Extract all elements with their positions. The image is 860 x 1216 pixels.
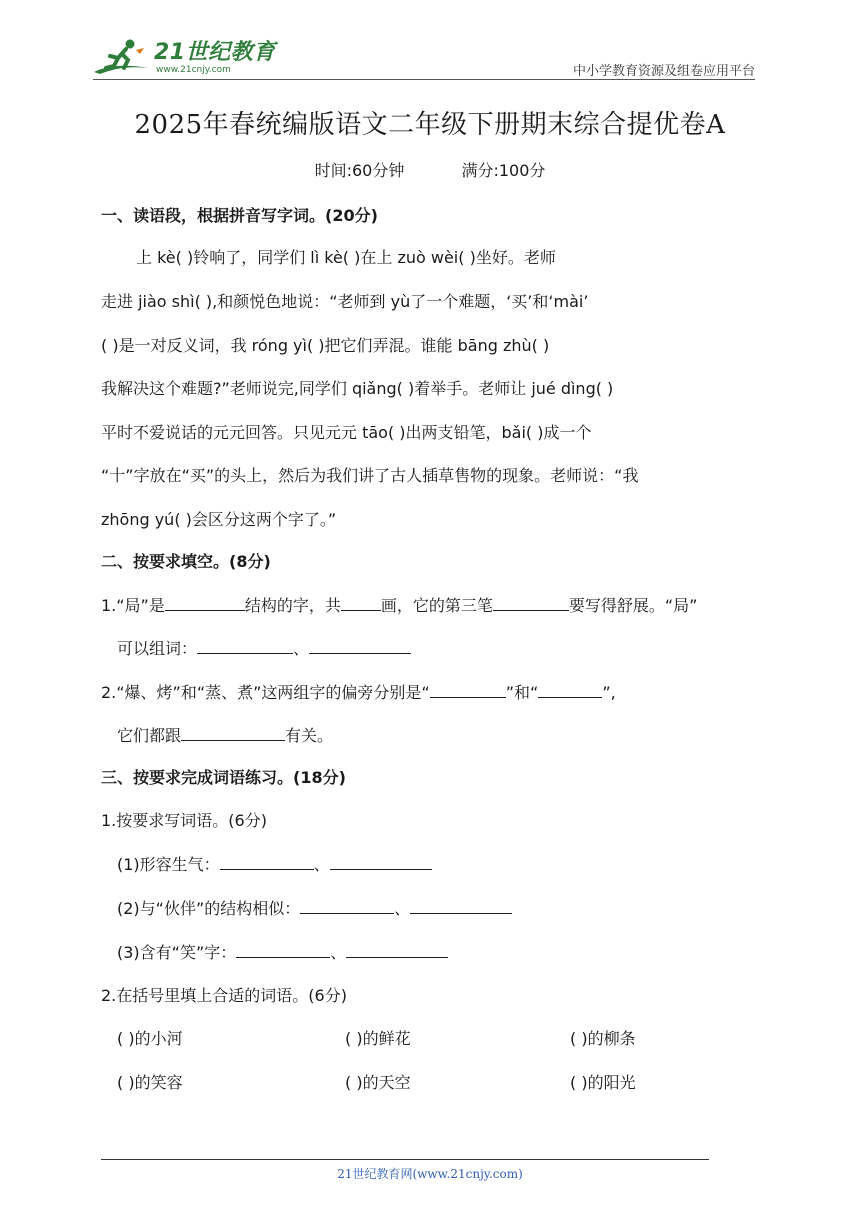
fill-row-1-a[interactable]: ( )的小河 <box>117 1029 183 1048</box>
q1-text-d: 要写得舒展。“局” <box>568 596 698 615</box>
exam-score: 满分:100分 <box>461 161 546 180</box>
section3-item2 <box>117 896 512 919</box>
q2-text-e: 有关。 <box>285 726 334 745</box>
section1-line-7: zhōng yú( )会区分这两个字了。” <box>101 510 337 529</box>
logo-url: www.21cnjy.com <box>156 65 231 75</box>
section2-q1-cont <box>117 636 411 659</box>
section1-line-3: ( )是一对反义词，我 róng yì( )把它们弄混。谁能 bāng zhù( ) <box>101 336 550 355</box>
answer-blank[interactable] <box>309 637 411 654</box>
exam-meta <box>0 158 860 181</box>
answer-blank[interactable] <box>341 594 381 611</box>
answer-blank[interactable] <box>181 724 285 741</box>
footer-link[interactable]: 21世纪教育网(www.21cnjy.com) <box>337 1167 523 1181</box>
fill-row-2-c[interactable]: ( )的阳光 <box>570 1073 636 1092</box>
answer-blank[interactable] <box>330 853 432 870</box>
section3-item1 <box>117 852 432 875</box>
answer-blank[interactable] <box>346 941 448 958</box>
separator: 、 <box>313 855 330 874</box>
answer-blank[interactable] <box>197 637 293 654</box>
section1-heading: 一、读语段，根据拼音写字词。(20分) <box>101 206 378 225</box>
fill-row-2-b[interactable]: ( )的天空 <box>345 1073 411 1092</box>
q1-text-b: 结构的字，共 <box>244 596 341 615</box>
q1-text-a: 1.“局”是 <box>101 596 165 615</box>
section2-q2 <box>101 680 616 703</box>
exam-time: 时间:60分钟 <box>314 161 405 180</box>
section1-line-6: “十”字放在“买”的头上，然后为我们讲了古人插草售物的现象。老师说：“我 <box>101 466 639 485</box>
answer-blank[interactable] <box>493 594 569 611</box>
runner-logo-icon <box>92 38 150 78</box>
section3-sub1: 1.按要求写词语。(6分) <box>101 811 267 830</box>
answer-blank[interactable] <box>165 594 245 611</box>
platform-label: 中小学教育资源及组卷应用平台 <box>572 64 755 79</box>
q2-text-d: 它们都跟 <box>117 726 182 745</box>
section2-q2-cont <box>117 723 333 746</box>
section3-heading: 三、按要求完成词语练习。(18分) <box>101 768 346 787</box>
page-title: 2025年春统编版语文二年级下册期末综合提优卷A <box>134 110 726 140</box>
fill-row-1-c[interactable]: ( )的柳条 <box>570 1029 636 1048</box>
section2-q1 <box>101 593 697 616</box>
logo-title: 21世纪教育 <box>154 40 276 65</box>
q2-text-c: ”, <box>602 683 616 702</box>
answer-blank[interactable] <box>538 681 602 698</box>
page-header <box>0 0 860 80</box>
section3-item3 <box>117 940 448 963</box>
fill-row-1-b[interactable]: ( )的鲜花 <box>345 1029 411 1048</box>
separator: 、 <box>330 943 347 962</box>
separator: 、 <box>394 899 411 918</box>
q2-text-b: ”和“ <box>505 683 539 702</box>
section1-line-1: 上 kè( )铃响了，同学们 lì kè( )在上 zuò wèi( )坐好。老师 <box>136 248 556 267</box>
header-divider <box>93 79 755 80</box>
section3-sub2: 2.在括号里填上合适的词语。(6分) <box>101 986 347 1005</box>
item3-label: (3)含有“笑”字： <box>117 943 237 962</box>
logo <box>92 36 276 80</box>
answer-blank[interactable] <box>430 681 506 698</box>
q1-text-e: 可以组词： <box>117 639 198 658</box>
q2-text-a: 2.“爆、烤”和“蒸、煮”这两组字的偏旁分别是“ <box>101 683 430 702</box>
q1-text-c: 画，它的第三笔 <box>380 596 493 615</box>
fill-row-2-a[interactable]: ( )的笑容 <box>117 1073 183 1092</box>
separator: 、 <box>293 639 310 658</box>
footer-divider <box>101 1159 709 1160</box>
section1-line-4: 我解决这个难题?”老师说完,同学们 qiǎng( )着举手。老师让 jué dìng( ) <box>101 379 614 398</box>
answer-blank[interactable] <box>300 897 394 914</box>
section2-heading: 二、按要求填空。(8分) <box>101 552 271 571</box>
item1-label: (1)形容生气： <box>117 855 220 874</box>
item2-label: (2)与“伙伴”的结构相似： <box>117 899 301 918</box>
answer-blank[interactable] <box>410 897 512 914</box>
answer-blank[interactable] <box>220 853 314 870</box>
answer-blank[interactable] <box>236 941 330 958</box>
section1-line-2: 走进 jiào shì( ),和颜悦色地说：“老师到 yù了一个难题，‘买’和‘mài’ <box>101 292 589 311</box>
section1-line-5: 平时不爱说话的元元回答。只见元元 tāo( )出两支铅笔，bǎi( )成一个 <box>101 423 592 442</box>
